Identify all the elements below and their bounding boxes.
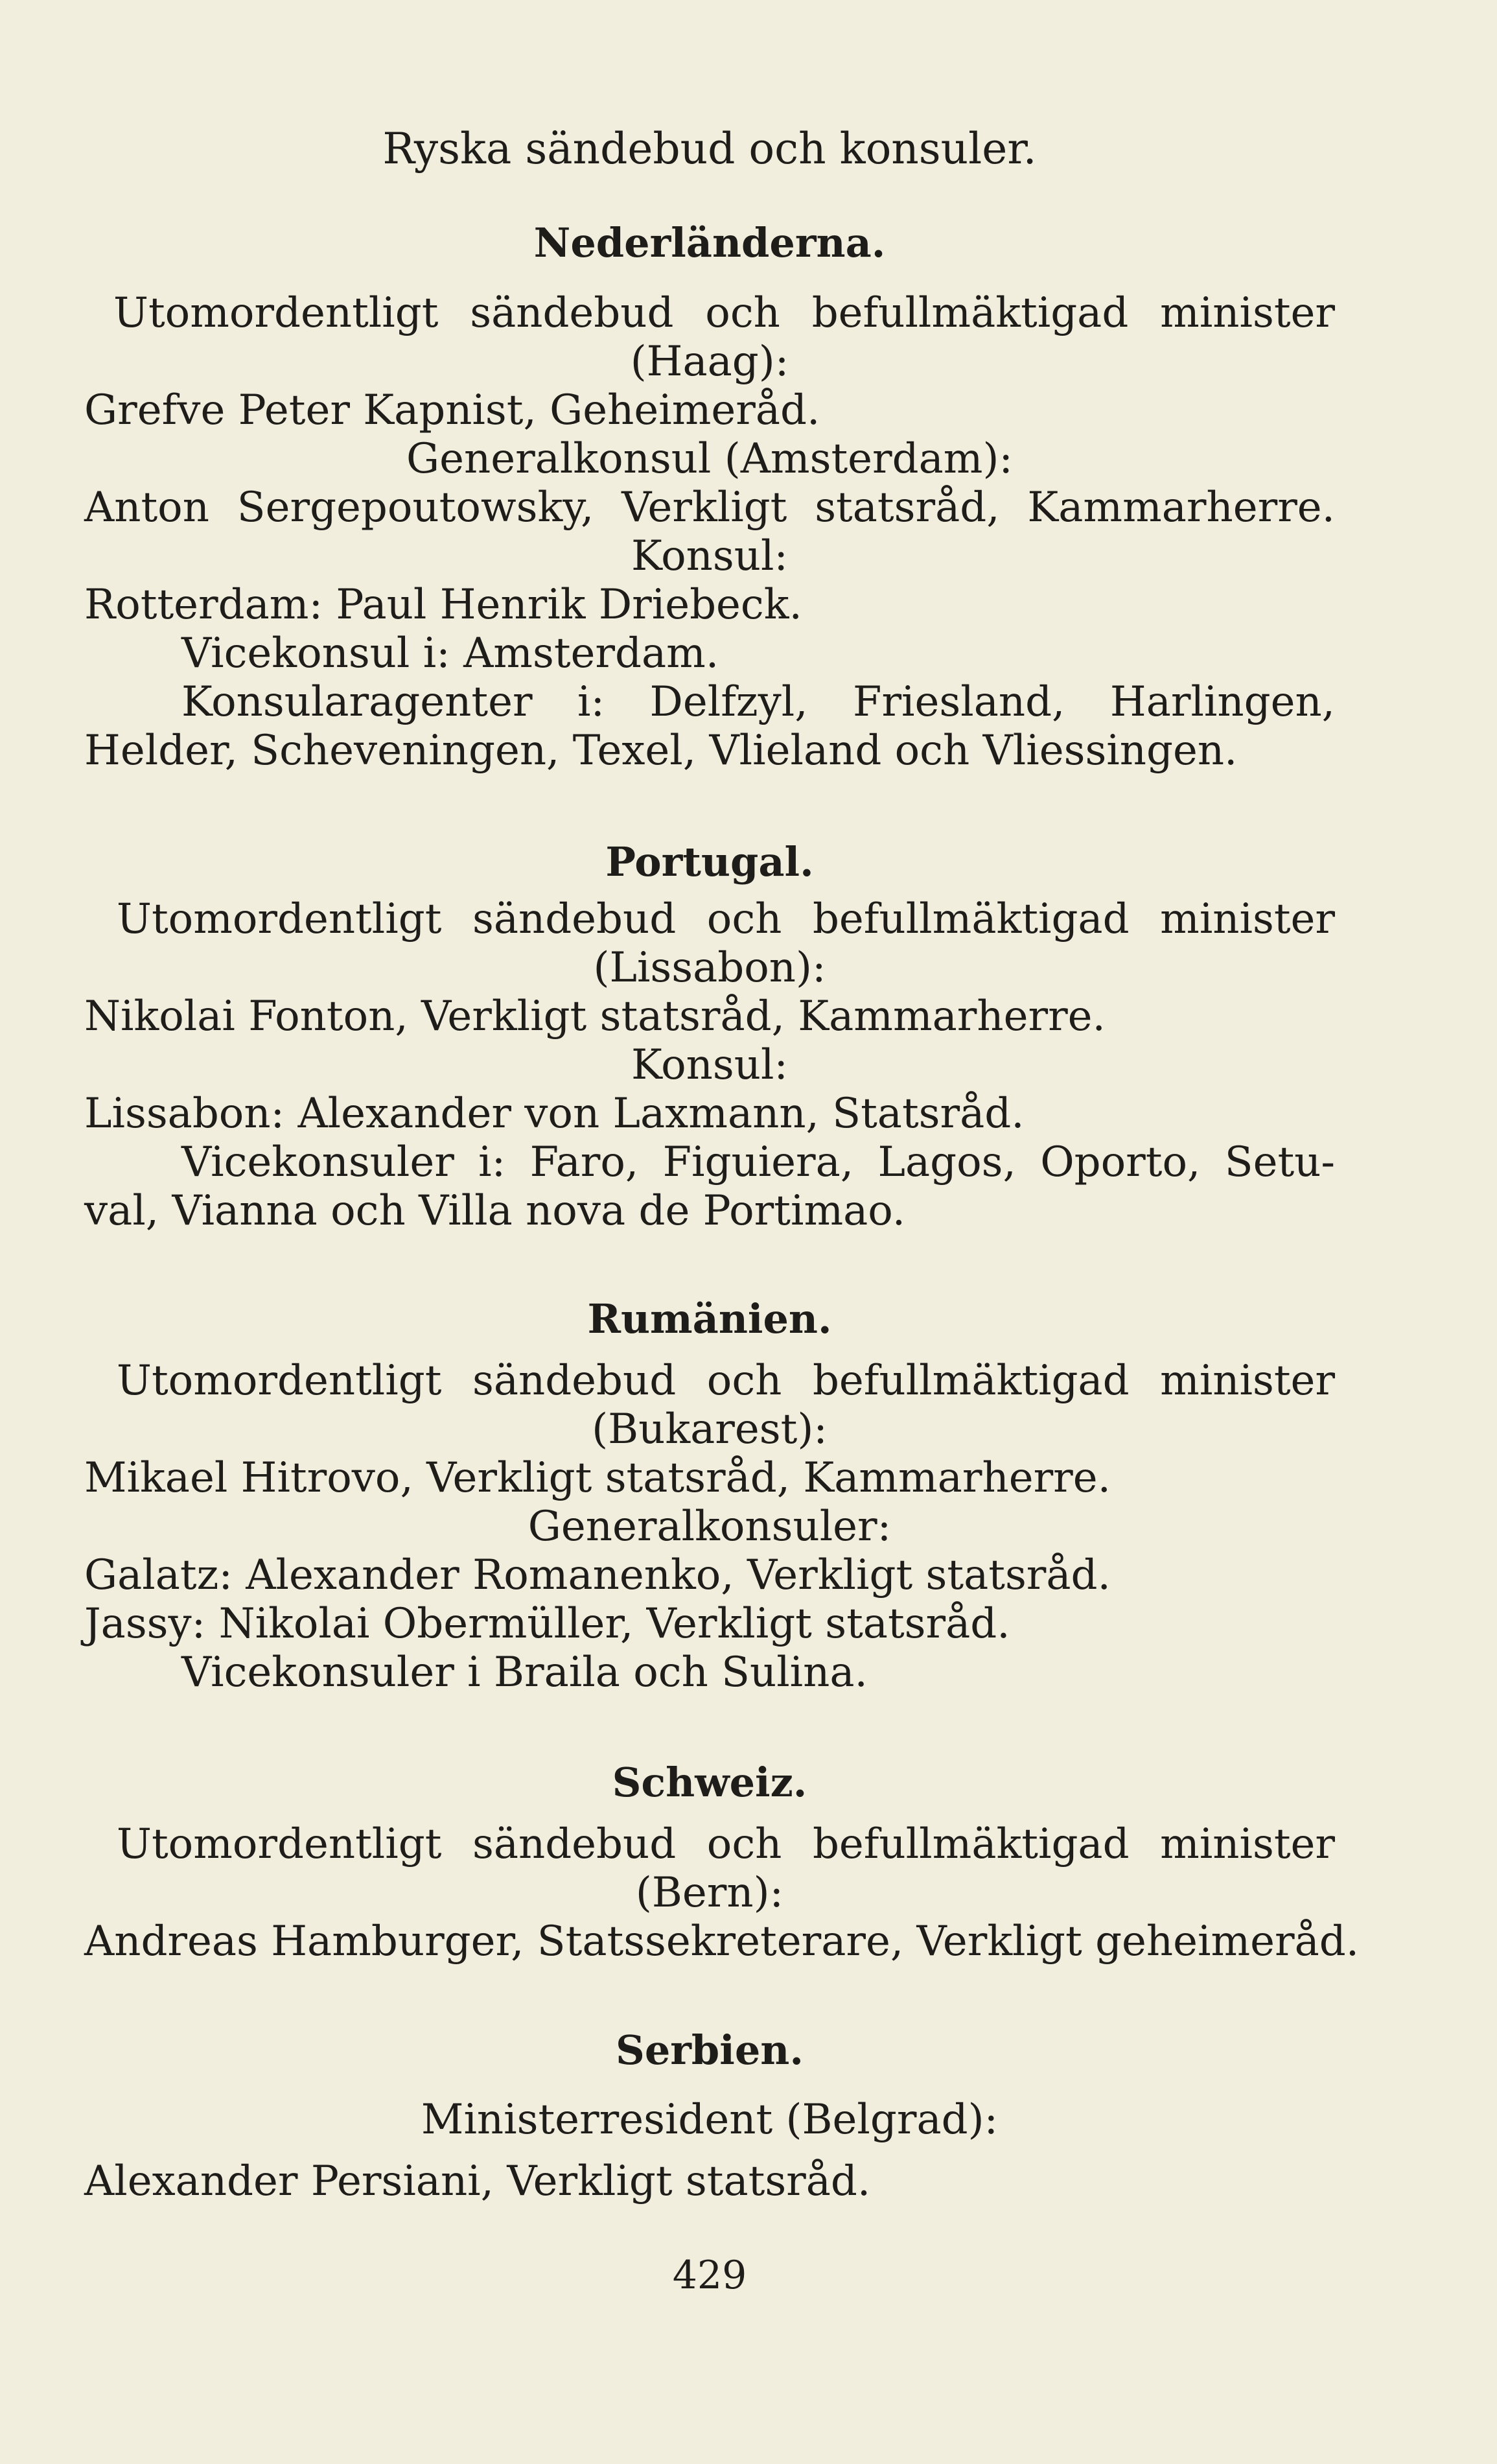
book-page [84,0,1360,2464]
text-line: Generalkonsul (Amsterdam): [406,435,1013,483]
text-line: Rotterdam: Paul Henrik Driebeck. [84,581,802,629]
section-title-schweiz: Schweiz. [612,1759,807,1806]
text-line: Vicekonsuler i: Faro, Figuiera, Lagos, Oporto, Setu- [181,1138,1335,1186]
text-line: Galatz: Alexander Romanenko, Verkligt statsråd. [84,1551,1111,1599]
text-line: val, Vianna och Villa nova de Portimao. [84,1187,906,1235]
section-title-nederlanderna: Nederländerna. [533,219,886,266]
text-line: Grefve Peter Kapnist, Geheimeråd. [84,386,820,434]
text-line: Nikolai Fonton, Verkligt statsråd, Kammarherre. [84,992,1106,1040]
text-line: Mikael Hitrovo, Verkligt statsråd, Kammarherre. [84,1454,1111,1502]
running-head: Ryska sändebud och konsuler. [382,124,1037,174]
text-line: Jassy: Nikolai Obermüller, Verkligt statsråd. [84,1600,1010,1648]
text-line: Anton Sergepoutowsky, Verkligt statsråd, Kammarherre. [84,484,1335,532]
text-line: Lissabon: Alexander von Laxmann, Statsråd. [84,1090,1025,1138]
section-title-portugal: Portugal. [605,838,814,886]
text-line: Utomordentligt sändebud och befullmäktigad minister [117,1820,1335,1868]
text-line: Vicekonsul i: Amsterdam. [181,629,719,677]
text-line: Utomordentligt sändebud och befullmäktigad minister [113,289,1335,337]
section-title-serbien: Serbien. [616,2026,804,2074]
text-line: Generalkonsuler: [528,1503,892,1551]
text-line: (Bukarest): [592,1405,828,1453]
page-number: 429 [672,2253,747,2298]
text-line: Utomordentligt sändebud och befullmäktigad minister [117,895,1335,943]
text-line: Ministerresident (Belgrad): [421,2096,999,2144]
text-line: Konsul: [631,532,788,580]
text-line: Konsularagenter i: Delfzyl, Friesland, Harlingen, [181,678,1335,726]
text-line: Alexander Persiani, Verkligt statsråd. [84,2157,871,2205]
text-line: Andreas Hamburger, Statssekreterare, Verkligt geheimeråd. [84,1918,1360,1965]
text-line: Utomordentligt sändebud och befullmäktigad minister [117,1357,1335,1405]
text-line: Konsul: [631,1041,788,1089]
text-line: Vicekonsuler i Braila och Sulina. [181,1649,868,1696]
text-line: (Bern): [635,1869,784,1917]
text-line: (Lissabon): [593,944,826,992]
text-line: Helder, Scheveningen, Texel, Vlieland och Vliessingen. [84,727,1238,775]
text-line: (Haag): [630,338,789,386]
section-title-rumanien: Rumänien. [587,1295,832,1343]
